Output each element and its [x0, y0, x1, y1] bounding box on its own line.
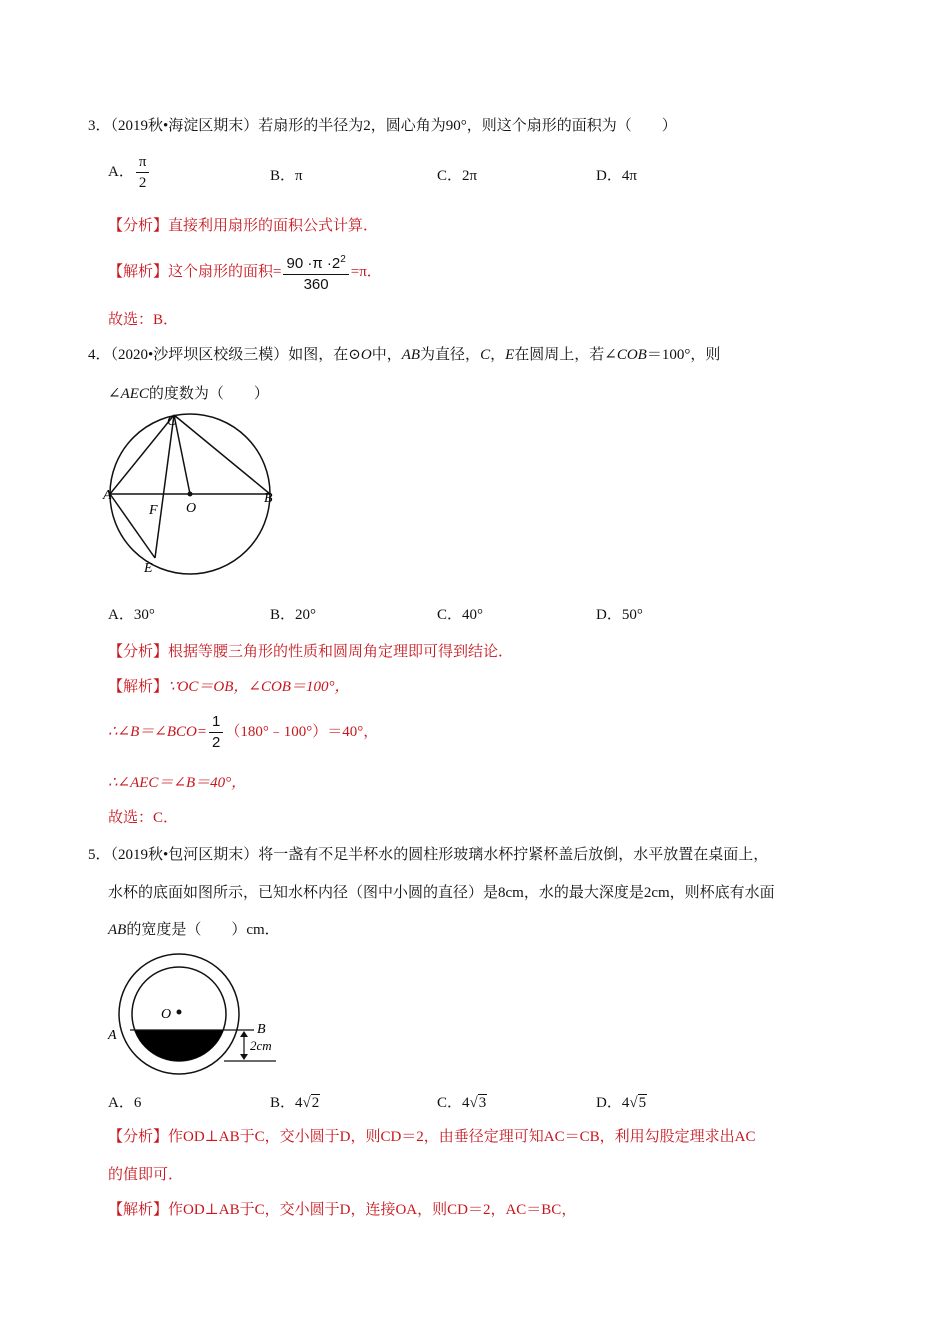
q4-option-b[interactable]: B．20° — [270, 607, 317, 623]
q4-option-a[interactable]: A．30° — [108, 607, 155, 623]
q5-arrow-down — [240, 1054, 248, 1060]
q5-option-d-radicand: 5 — [638, 1095, 647, 1111]
q4-solution-line1: ∵OC＝OB，∠COB＝100°， — [168, 679, 350, 695]
q3-solution-tag: 【解析】 — [108, 263, 169, 280]
q5-analysis-1 — [108, 1127, 756, 1147]
q3-option-d[interactable]: D．4π — [596, 168, 637, 184]
q4-text-8: 的度数为（ ） — [148, 386, 269, 402]
q4-label-c: C — [167, 414, 177, 429]
q4-solution-2 — [108, 712, 378, 753]
q5-label-b: B — [257, 1022, 266, 1037]
q5-var-ab: AB — [108, 922, 127, 938]
q4-sol2-num: 1 — [209, 712, 223, 733]
q4-analysis — [108, 642, 513, 662]
q4-text-4: ， — [490, 347, 506, 363]
q4-label-o: O — [186, 501, 197, 516]
q5-option-c-label: C．4 — [437, 1095, 470, 1111]
q4-option-c[interactable]: C．40° — [437, 607, 484, 623]
q4-analysis-text: 根据等腰三角形的性质和圆周角定理即可得到结论． — [168, 644, 514, 660]
q4-var-ab: AB — [401, 347, 421, 363]
q4-text-1: 如图，在⊙ — [288, 347, 361, 363]
q3-solution-post: =π． — [350, 263, 382, 280]
q5-analysis-2: 的值即可． — [108, 1167, 184, 1183]
q4-text-5: 在圆周上，若∠ — [514, 347, 617, 363]
q5-option-d-label: D．4 — [596, 1095, 630, 1111]
q4-var-o: O — [360, 347, 372, 363]
q4-label-a: A — [103, 488, 112, 503]
q4-source: （2020•沙坪坝区校级三模） — [110, 347, 289, 363]
q5-label-a: A — [108, 1028, 117, 1043]
q4-solution-tag: 【解析】 — [108, 679, 169, 695]
q4-circle-figure — [104, 406, 284, 578]
q5-center-dot — [177, 1010, 182, 1015]
q3-solution-pre: 这个扇形的面积= — [168, 263, 282, 280]
q4-solution-1 — [108, 677, 349, 697]
q3-analysis-text: 直接利用扇形的面积公式计算． — [168, 218, 379, 234]
q5-number: 5． — [88, 847, 111, 863]
q5-solution-1 — [108, 1200, 576, 1220]
q4-solution-line3: ∴∠AEC＝∠B＝40°， — [108, 775, 247, 791]
q3-solution — [108, 250, 382, 295]
q4-text-2: 中， — [371, 347, 402, 363]
q5-option-a[interactable]: A．6 — [108, 1095, 142, 1111]
q4-label-e: E — [144, 561, 153, 576]
q4-chord-cb — [174, 415, 270, 494]
q3-analysis — [108, 216, 378, 236]
q4-text-3: 为直径， — [420, 347, 481, 363]
q4-center-dot — [188, 492, 193, 497]
q5-cup-figure — [104, 950, 294, 1082]
q4-stem-line1 — [88, 345, 720, 365]
q5-label-o: O — [161, 1007, 172, 1022]
q4-solution-line2-post: （180°﹣100°）＝40°， — [225, 723, 379, 740]
q3-analysis-tag: 【分析】 — [108, 218, 169, 234]
q4-text-6: ＝100°，则 — [646, 347, 721, 363]
q5-option-c-radicand: 3 — [478, 1095, 487, 1111]
q4-var-c: C — [480, 347, 491, 363]
q3-option-a-num: π — [136, 152, 150, 173]
q3-frac-num-exp: 2 — [340, 254, 346, 265]
q3-text: 若扇形的半径为2，圆心角为90°，则这个扇形的面积为（ ） — [258, 118, 677, 134]
q5-option-b-radicand: 2 — [311, 1095, 320, 1111]
q4-var-e: E — [505, 347, 515, 363]
q5-option-b-label: B．4 — [270, 1095, 303, 1111]
q5-label-depth: 2cm — [250, 1038, 272, 1053]
q5-arrow-up — [240, 1031, 248, 1037]
q5-analysis-text-1: 作OD⊥AB于C，交小圆于D，则CD＝2，由垂径定理可知AC＝CB，利用勾股定理求出AC — [168, 1129, 756, 1145]
q5-option-c[interactable]: C．4√3 — [437, 1095, 487, 1111]
q3-source: （2019秋•海淀区期末） — [110, 118, 259, 134]
q3-option-a-label: A． — [108, 163, 134, 180]
q5-stem-line1 — [88, 845, 768, 865]
q3-option-a-den: 2 — [138, 175, 147, 191]
q5-text-3: 的宽度是（ ）cm． — [126, 922, 280, 938]
q3-number: 3． — [88, 118, 111, 134]
q3-frac-num: 90 ·π ·2 — [286, 255, 341, 272]
q3-option-c[interactable]: C．2π — [437, 168, 478, 184]
q3-option-b[interactable]: B．π — [270, 168, 303, 184]
q4-text-7: ∠ — [108, 386, 121, 402]
q4-var-cob: COB — [616, 347, 647, 363]
q4-number: 4． — [88, 347, 111, 363]
q4-label-b: B — [264, 491, 273, 506]
q4-var-aec: AEC — [120, 386, 149, 402]
q4-solution-3 — [108, 773, 246, 793]
q4-label-f: F — [149, 503, 158, 518]
q5-solution-line1: 作OD⊥AB于C，交小圆于D，连接OA，则CD＝2，AC＝BC， — [168, 1202, 577, 1218]
q4-stem-line2 — [108, 384, 269, 404]
q3-stem — [88, 116, 677, 136]
q4-chord-ce — [155, 415, 174, 558]
q5-water — [124, 1030, 234, 1070]
q5-stem-line3 — [108, 920, 280, 940]
q5-analysis-tag: 【分析】 — [108, 1129, 169, 1145]
q4-answer: 故选：C． — [108, 810, 179, 826]
q4-option-d[interactable]: D．50° — [596, 607, 643, 623]
q5-text-1: 将一盏有不足半杯水的圆柱形玻璃水杯拧紧杯盖后放倒，水平放置在桌面上， — [258, 847, 769, 863]
q5-option-b[interactable]: B．4√2 — [270, 1095, 320, 1111]
q4-analysis-tag: 【分析】 — [108, 644, 169, 660]
q4-sol2-den: 2 — [211, 734, 221, 751]
q5-source: （2019秋•包河区期末） — [110, 847, 259, 863]
q5-stem-line2: 水杯的底面如图所示，已知水杯内径（图中小圆的直径）是8cm，水的最大深度是2cm，则杯底有水面 — [108, 885, 775, 901]
q5-solution-tag: 【解析】 — [108, 1202, 169, 1218]
q3-answer: 故选：B． — [108, 312, 179, 328]
q3-frac-den: 360 — [303, 276, 329, 293]
q3-option-a[interactable] — [108, 152, 151, 193]
q5-option-d[interactable]: D．4√5 — [596, 1095, 647, 1111]
q4-solution-line2-pre: ∴∠B＝∠BCO= — [108, 723, 207, 740]
